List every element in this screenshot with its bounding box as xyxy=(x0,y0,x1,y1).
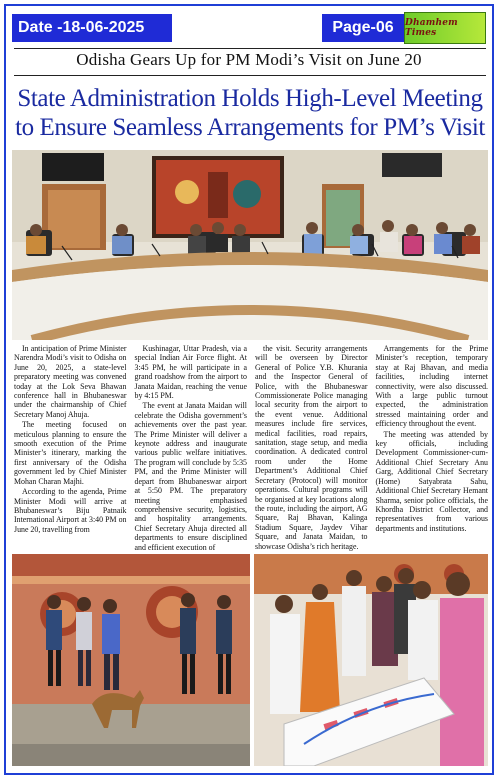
article-column-1 xyxy=(14,344,127,550)
kicker-top-rule xyxy=(14,48,486,49)
paragraph: In anticipation of Prime Minister Narendra Modi’s visit to Odisha on June 20, 2025, a state-level preparatory meeting was convened today at the Lok Seva Bhawan conference hall in Bhubaneswar under the chairmanship of Chief Secretary Manoj Ahuja. xyxy=(14,344,127,419)
date-label: Date -18-06-2025 xyxy=(12,14,172,42)
page-number-label: Page-06 xyxy=(322,14,404,42)
meeting-photo xyxy=(12,150,488,340)
paragraph: the visit. Security arrangements will be overseen by Director General of Police Y.B. Khurania and the Inspector General of Police, with the Bhubaneswar Commissionerate Police managing local security from the airport to the event venue. Additional measures include fire services, medical facilities, road repairs, sanitation, stage setup, and media coordination. A dedicated control room under the Home Department’s Additional Chief Secretary (Protocol) will monitor operations. Cultural programs will be organised at key locations along the route, including the airport, AG Square, Raj Bhavan, Kalinga Stadium Square, Jaydev Vihar Square, and Janata Maidan, to showcase Odisha’s rich heritage. xyxy=(255,344,368,551)
paragraph: According to the agenda, Prime Minister Modi will arrive at Bhubaneswar’s Biju Patnaik International Airport at 3:40 PM on June 20, travelling from xyxy=(14,487,127,534)
article-column-4 xyxy=(376,344,489,550)
headline-line-1: State Administration Holds High-Level Meeting xyxy=(17,85,483,112)
paragraph: Arrangements for the Prime Minister’s reception, temporary stay at Raj Bhavan, and media facilities, including internet connectivity, were also discussed. With a large public turnout expected, the administration stressed maintaining order and efficiency throughout the event. xyxy=(375,344,488,429)
article-body xyxy=(14,344,488,550)
newspaper-logo xyxy=(404,12,486,44)
article-kicker: Odisha Gears Up for PM Modi’s Visit on June 20 xyxy=(76,50,422,69)
paragraph: The event at Janata Maidan will celebrate the Odisha government’s achievements over the past year. The Prime Minister will deliver a keynote address and inaugurate various public welfare initiatives. The program will conclude by 5:35 PM, and the Prime Minister will depart from Bhubaneswar airport at 5:50 PM. The preparatory meeting emphasised comprehensive security, logistics, and hospitality arrangements. Chief Secretary Ahuja directed all departments to ensure disciplined and efficient execution of xyxy=(134,401,247,552)
paragraph: The meeting focused on meticulous planning to ensure the smooth execution of the Prime Minister’s itinerary, marking the first anniversary of the Odisha government led by Chief Minister Mohan Charan Majhi. xyxy=(14,420,127,486)
paragraph: The meeting was attended by key officials, including Development Commissioner-cum-Additional Chief Secretary Anu Garg, Additional Chief Secretary (Home) Satyabrata Sahu, Additional Chief Secretary Hemant Sharma, senior police officials, the Khordha District Collector, and representatives from various departments and institutions. xyxy=(375,429,488,533)
paragraph: Kushinagar, Uttar Pradesh, via a special Indian Air Force flight. At 3:45 PM, he will participate in a grand roadshow from the airport to Janata Maidan, reaching the venue by 4:15 PM. xyxy=(134,344,247,401)
route-map-review-photo xyxy=(254,554,488,766)
headline-line-2: to Ensure Seamless Arrangements for PM’s Visit xyxy=(15,114,485,141)
article-headline xyxy=(8,84,492,142)
logo-text: Dhamhem Times xyxy=(405,18,458,38)
article-column-2 xyxy=(135,344,248,550)
article-column-3 xyxy=(255,344,368,550)
kicker-bottom-rule xyxy=(14,75,486,76)
security-inspection-photo xyxy=(12,554,250,766)
